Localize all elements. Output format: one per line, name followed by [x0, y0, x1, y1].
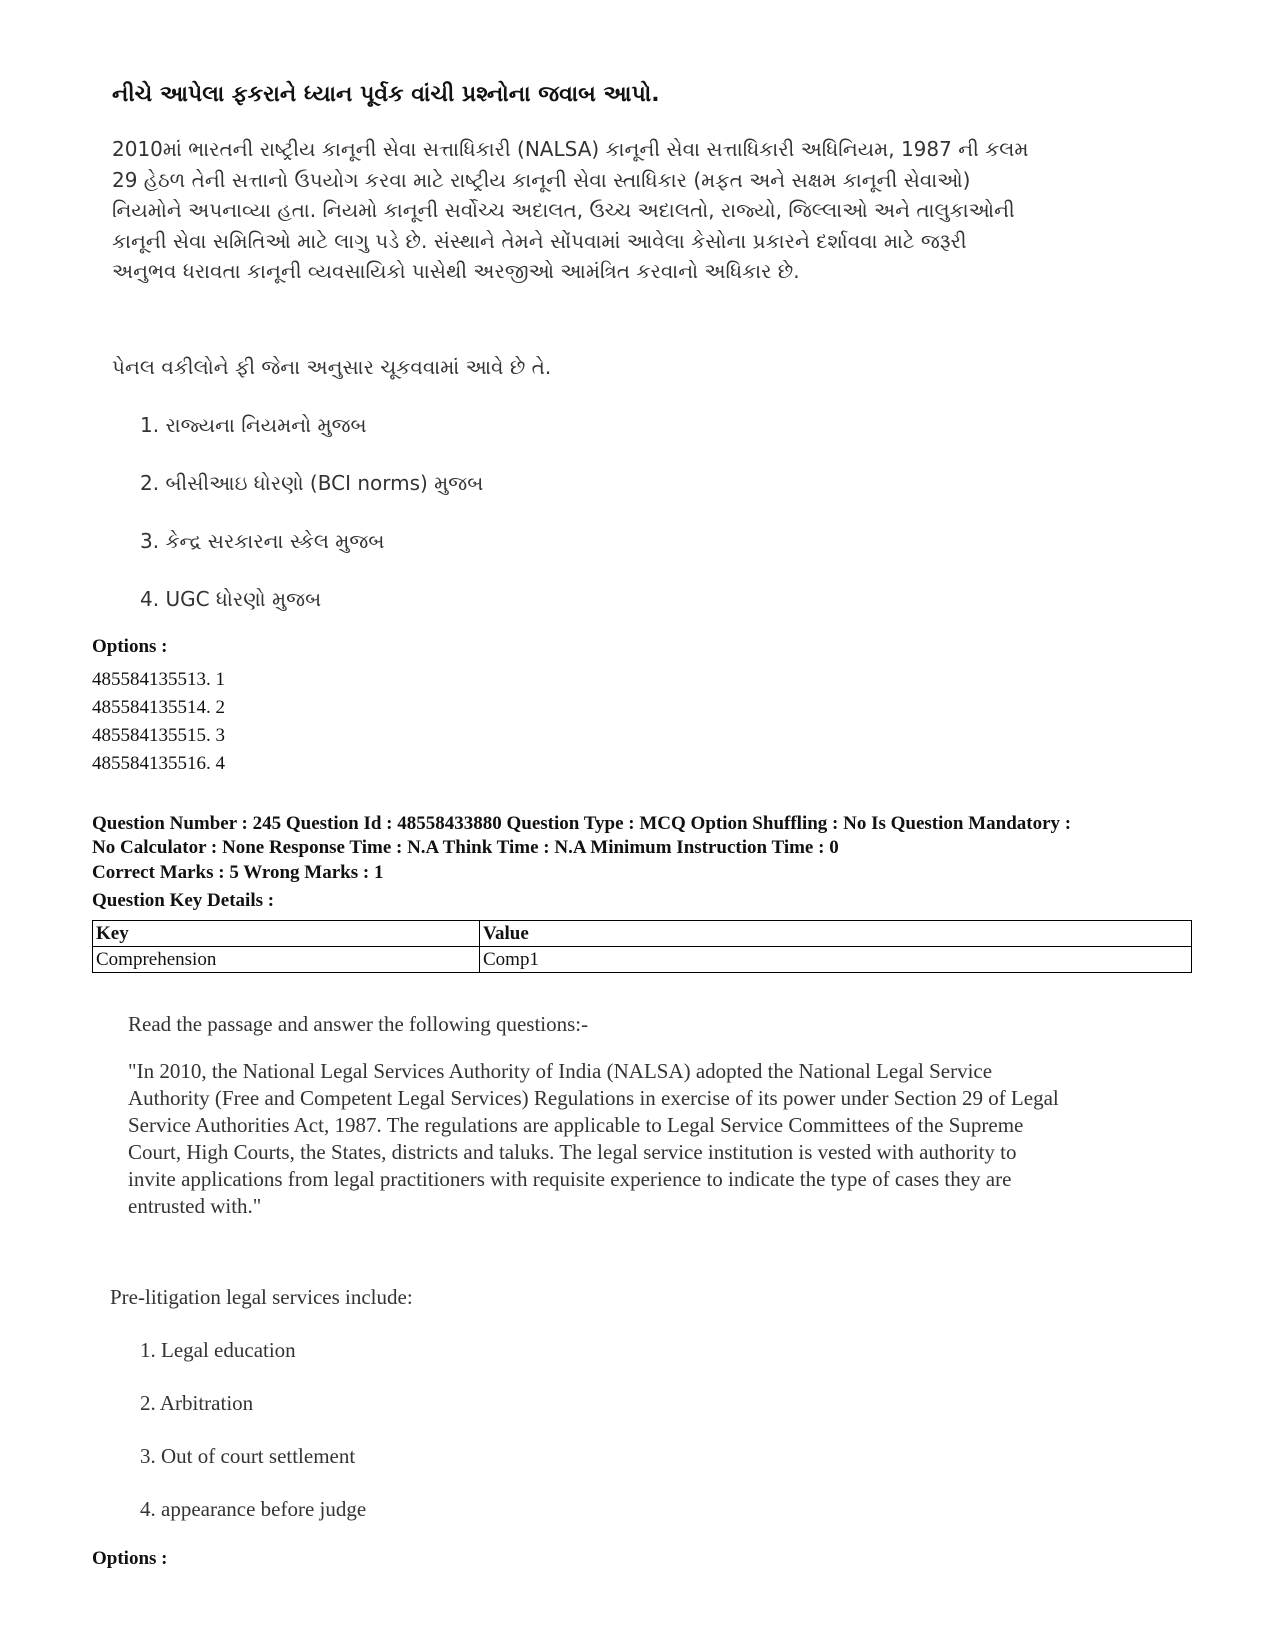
passage-line: Authority (Free and Competent Legal Services) Regulations in exercise of its power under Section 29 of Legal [128, 1086, 1059, 1110]
key-details-table [92, 920, 1192, 973]
english-question: Pre-litigation legal services include: [110, 1285, 413, 1309]
passage-line: entrusted with." [128, 1194, 262, 1218]
passage-line: Court, High Courts, the States, districts and taluks. The legal service institution is vested with authority to [128, 1140, 1017, 1164]
english-choice-list [140, 1336, 366, 1548]
options-label: Options : [92, 636, 168, 657]
gujarati-question: પેનલ વકીલોને ફી જેના અનુસાર ચૂકવવામાં આવે છે તે. [112, 355, 552, 379]
table-header-row [93, 921, 1192, 947]
choice-item: 3. Out of court settlement [140, 1444, 356, 1468]
option-item: 485584135516. 4 [92, 753, 225, 774]
passage-line: "In 2010, the National Legal Services Authority of India (NALSA) adopted the National Legal Service [128, 1059, 993, 1083]
options-list [92, 666, 225, 778]
passage-line: Service Authorities Act, 1987. The regulations are applicable to Legal Service Committees of the Supreme [128, 1113, 1024, 1137]
option-item: 485584135513. 1 [92, 669, 225, 690]
passage-line: 29 હેઠળ તેની સત્તાનો ઉપયોગ કરવા માટે રાષ્ટ્રીય કાનૂની સેવા સ્તાધિકાર (મફત અને સક્ષમ કાનૂની સેવાઓ) [112, 167, 971, 192]
option-item: 485584135514. 2 [92, 697, 225, 718]
gujarati-passage [112, 134, 1172, 287]
table-cell-value: Comp1 [480, 947, 1192, 973]
choice-item: 4. appearance before judge [140, 1497, 367, 1521]
choice-item: 1. Legal education [140, 1338, 296, 1362]
option-item: 485584135515. 3 [92, 725, 225, 746]
table-cell-key: Comprehension [93, 947, 480, 973]
passage-line: નિયમોને અપનાવ્યા હતા. નિયમો કાનૂની સર્વોચ્ચ અદાલત, ઉચ્ચ અદાલતો, રાજ્યો, જિલ્લાઓ અને તાલુકાઓની [112, 198, 1015, 222]
metadata-line: No Calculator : None Response Time : N.A Think Time : N.A Minimum Instruction Time : 0 [92, 837, 839, 858]
passage-line: invite applications from legal practitioners with requisite experience to indicate the type of cases they are [128, 1167, 1012, 1191]
marks-line: Correct Marks : 5 Wrong Marks : 1 [92, 862, 384, 883]
passage-line: 2010માં ભારતની રાષ્ટ્રીય કાનૂની સેવા સત્તાધિકારી (NALSA) કાનૂની સેવા સત્તાધિકારી અધિનિયમ, 1987 ની કલમ [112, 137, 1029, 161]
passage-line: કાનૂની સેવા સમિતિઓ માટે લાગુ પડે છે. સંસ્થાને તેમને સોંપવામાં આવેલા કેસોના પ્રકારને દર્શાવવા માટે જરૂરી [112, 228, 967, 253]
key-details-label: Question Key Details : [92, 890, 275, 911]
choice-item: 2. બીસીઆઇ ધોરણો (BCI norms) મુજબ [140, 471, 484, 495]
metadata-line: Question Number : 245 Question Id : 48558433880 Question Type : MCQ Option Shuffling : No Is Question Mandatory : [92, 813, 1072, 834]
passage-line: અનુભવ ધરાવતા કાનૂની વ્યવસાયિકો પાસેથી અરજીઓ આમંત્રિત કરવાનો અધિકાર છે. [112, 259, 800, 283]
gujarati-choice-list [140, 410, 483, 642]
table-header-key: Key [93, 921, 480, 947]
english-instruction: Read the passage and answer the following questions:- [128, 1012, 589, 1036]
choice-item: 4. UGC ધોરણો મુજબ [140, 587, 322, 611]
choice-item: 1. રાજ્યના નિયમનો મુજબ [140, 413, 367, 437]
choice-item: 3. કેન્દ્ર સરકારના સ્કેલ મુજબ [140, 529, 385, 553]
english-passage [128, 1058, 1183, 1220]
table-header-value: Value [480, 921, 1192, 947]
gujarati-instruction-heading: નીચે આપેલા ફકરાને ધ્યાન પૂર્વક વાંચી પ્રશ્નોના જવાબ આપો. [112, 82, 660, 107]
choice-item: 2. Arbitration [140, 1391, 254, 1415]
table-row [93, 947, 1192, 973]
options-label-2: Options : [92, 1548, 168, 1569]
question-metadata [92, 812, 1192, 860]
